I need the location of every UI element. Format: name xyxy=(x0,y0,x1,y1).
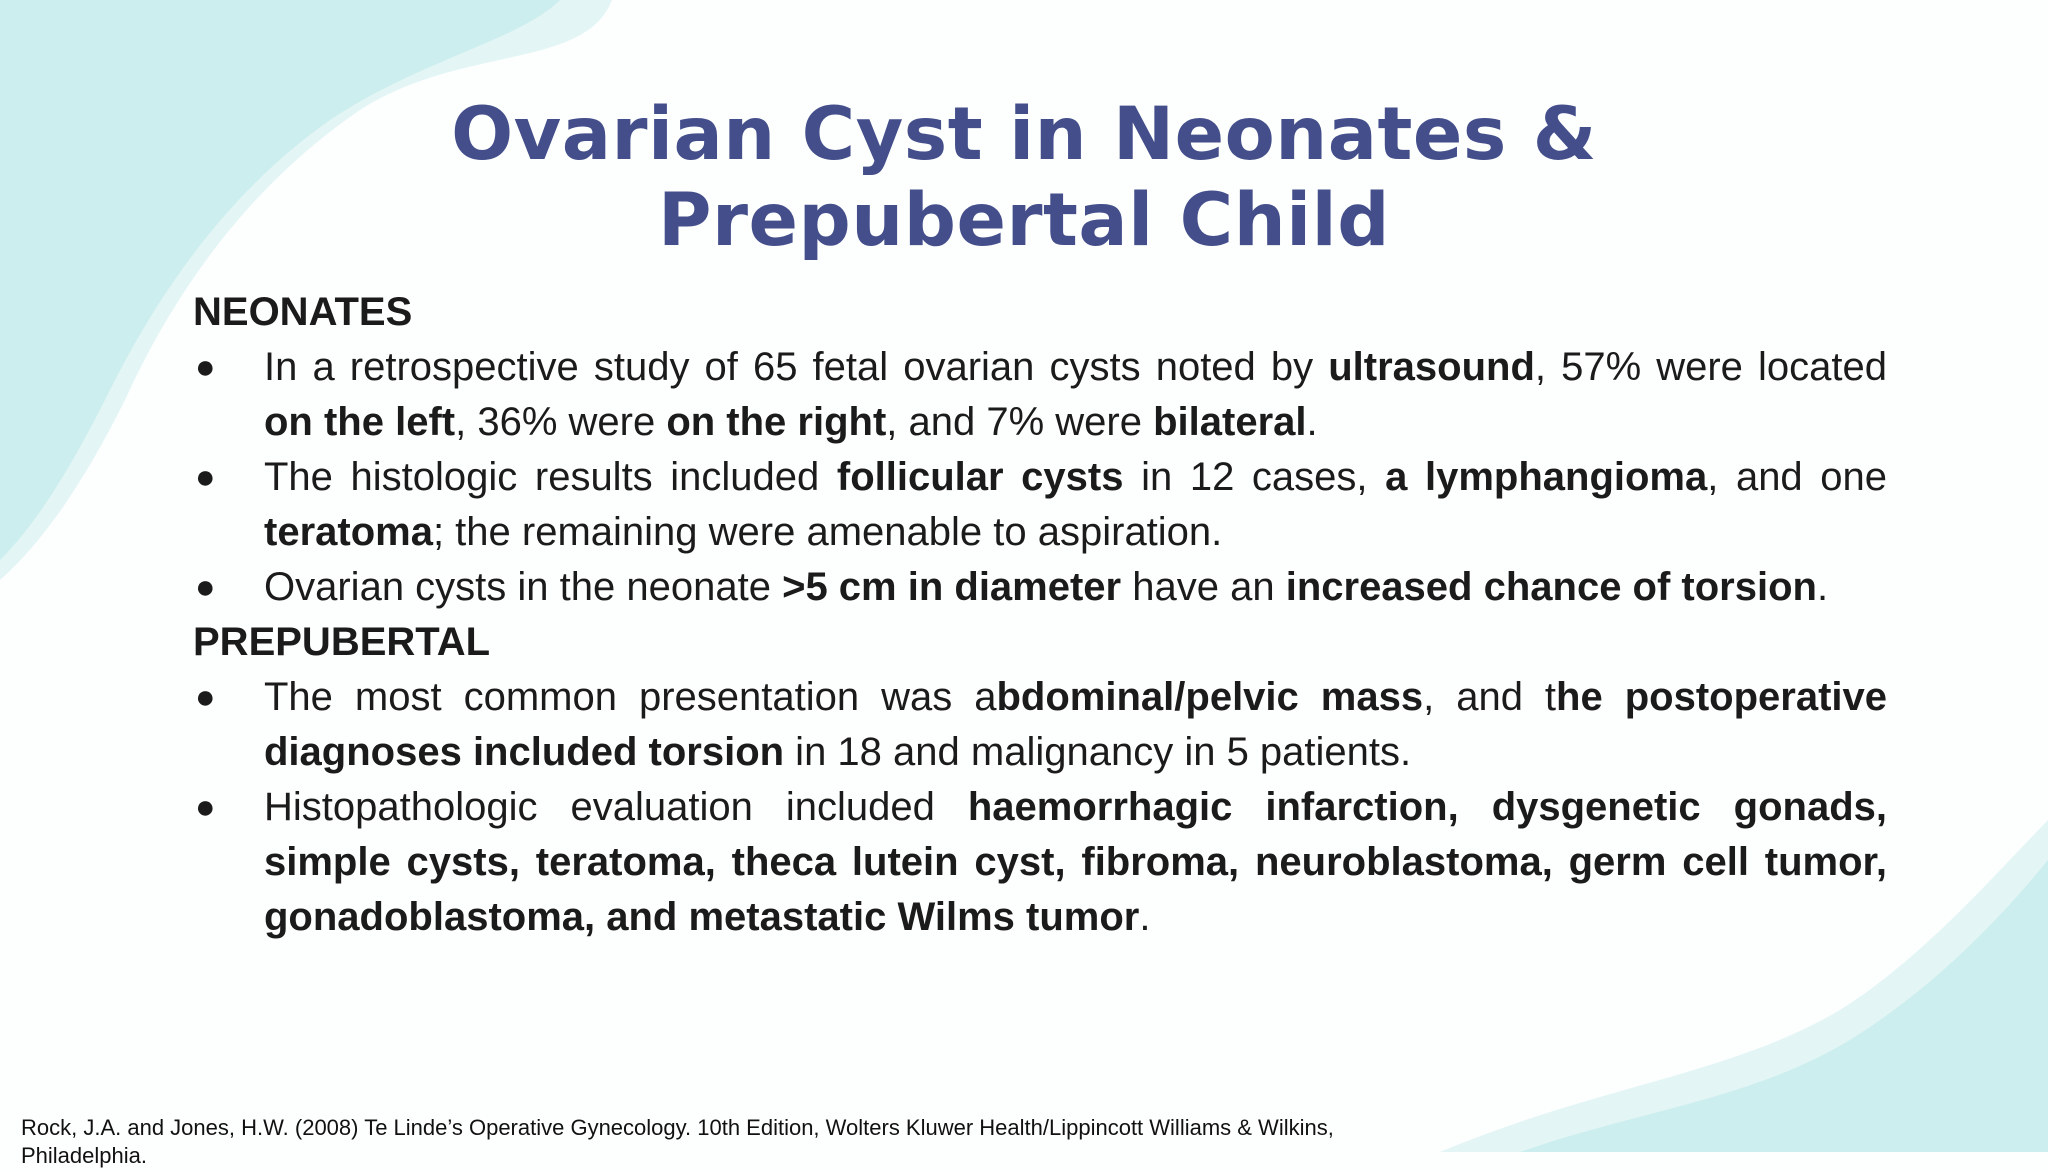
bullet-list-prepubertal xyxy=(193,670,1887,945)
text-run: The most common presentation was a xyxy=(264,675,997,719)
text-run: in 12 cases, xyxy=(1123,455,1386,499)
section-heading-neonates: NEONATES xyxy=(193,290,413,334)
text-run: , and 7% were xyxy=(886,400,1154,444)
text-run: , 57% were located xyxy=(1534,345,1887,389)
text-run: . xyxy=(1816,565,1829,609)
bullet-text xyxy=(264,565,1828,609)
bullet-text xyxy=(264,785,1887,939)
bold-text-run: follicular cysts xyxy=(836,455,1124,499)
text-run: . xyxy=(1139,895,1151,939)
bullet-icon: ● xyxy=(195,788,216,826)
slide-content xyxy=(193,285,1887,945)
text-run: , and one xyxy=(1707,455,1888,499)
bold-text-run: >5 cm in diameter xyxy=(782,565,1122,609)
reference-citation: Rock, J.A. and Jones, H.W. (2008) Te Linde’s Operative Gynecology. 10th Edition, Wolters Kluwer Health/Lippincott Williams & Wilkins, Philadelphia. xyxy=(21,1115,1334,1168)
bullet-text xyxy=(264,455,1887,554)
bullet-item xyxy=(193,450,1887,560)
bullet-icon: ● xyxy=(195,458,216,496)
bold-text-run: bdominal/pelvic mass xyxy=(996,675,1424,719)
bold-text-run: haemorrhagic infarction, dysgenetic gonads, simple cysts, teratoma, theca lutein cyst, fibroma, neuroblastoma, germ cell tumor, gonadoblastoma, and metastatic Wilms tumor xyxy=(264,785,1887,939)
bullet-icon: ● xyxy=(195,678,216,716)
text-run: in 18 and malignancy in 5 patients. xyxy=(784,730,1412,774)
text-run: The histologic results included xyxy=(264,455,837,499)
bullet-text xyxy=(264,345,1887,444)
section-heading-prepubertal: PREPUBERTAL xyxy=(193,620,491,664)
text-run: have an xyxy=(1121,565,1286,609)
text-run: ; the remaining were amenable to aspiration. xyxy=(432,510,1223,554)
bold-text-run: ultrasound xyxy=(1328,345,1535,389)
text-run: . xyxy=(1306,400,1318,444)
text-run: Histopathologic evaluation included xyxy=(264,785,968,829)
section-prepubertal xyxy=(193,615,1887,945)
bullet-item xyxy=(193,670,1887,780)
text-run: , and t xyxy=(1423,675,1557,719)
bullet-item xyxy=(193,340,1887,450)
bold-text-run: a lymphangioma xyxy=(1385,455,1708,499)
bold-text-run: bilateral xyxy=(1153,400,1307,444)
bold-text-run: on the left xyxy=(264,400,456,444)
bullet-icon: ● xyxy=(195,568,216,606)
bullet-item xyxy=(193,560,1887,615)
bullet-item xyxy=(193,780,1887,945)
bullet-icon: ● xyxy=(195,348,216,386)
bold-text-run: teratoma xyxy=(264,510,433,554)
text-run: Ovarian cysts in the neonate xyxy=(264,565,783,609)
slide-title: Ovarian Cyst in Neonates & Prepubertal Child xyxy=(451,92,1597,263)
bold-text-run: increased chance of torsion xyxy=(1285,565,1817,609)
bold-text-run: on the right xyxy=(666,400,887,444)
bold-text-run: he postoperative diagnoses included torsion xyxy=(264,675,1888,774)
bullet-text xyxy=(264,675,1887,774)
bullet-list-neonates xyxy=(193,340,1887,615)
section-neonates xyxy=(193,285,1887,615)
text-run: In a retrospective study of 65 fetal ovarian cysts noted by xyxy=(264,345,1329,389)
text-run: , 36% were xyxy=(455,400,667,444)
